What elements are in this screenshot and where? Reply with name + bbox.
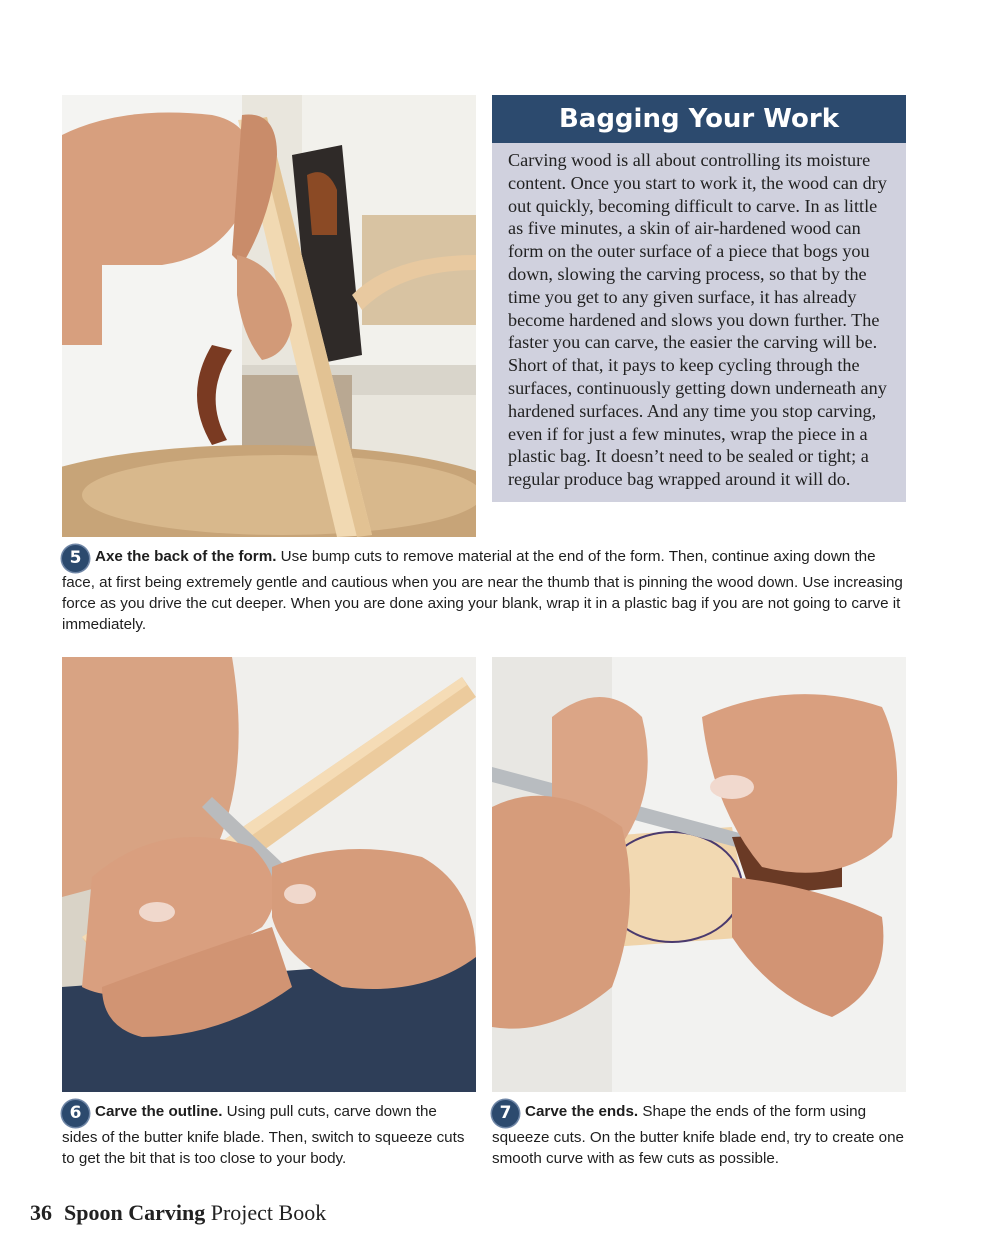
step-number-badge: 7 — [492, 1100, 519, 1127]
step-caption-6 — [62, 1100, 476, 1169]
sidebar-bagging-your-work — [492, 95, 906, 502]
photo-carve-outline — [62, 657, 476, 1092]
photo-axe-blank — [62, 95, 476, 537]
step-lead: Axe the back of the form. — [95, 548, 277, 565]
step-lead: Carve the outline. — [95, 1103, 223, 1120]
step-caption-5 — [62, 545, 907, 635]
step-text: Use bump cuts to remove material at the end of the form. Then, continue axing down the face, at first being extremely gentle and cautious when you are near the thumb that is pinning the wood down. Use increasing force as you drive the cut deeper. When you are done axing your blank, wrap it in a plastic bag if you are not going to carve it immediately. — [62, 548, 903, 633]
step-caption-7 — [492, 1100, 906, 1169]
step-text: Shape the ends of the form using squeeze cuts. On the butter knife blade end, try to create one smooth curve with as few cuts as possible. — [492, 1103, 905, 1167]
page-number: 36 — [30, 1200, 52, 1225]
sidebar-body-text: Carving wood is all about controlling its moisture content. Once you start to work it, the wood can dry out quickly, becoming difficult to carve. In as little as five minutes, a skin of air-hardened wood can form on the outer surface of a piece that bogs you down, slowing the carving process, so that by the time you get to any given surface, it has already become hardened and slows you down further. The faster you can carve, the easier the carving will be. Short of that, it pays to keep cycling through the surfaces, continuously getting down underneath any hardened surfaces. And any time you stop carving, even if for just a few minutes, wrap the piece in a plastic bag. It doesn’t need to be sealed or tight; a regular produce bag wrapped around it will do. — [508, 150, 887, 490]
photo-carve-ends — [492, 657, 906, 1092]
book-title-rest: Project Book — [205, 1200, 327, 1225]
page-footer — [30, 1200, 326, 1226]
sidebar-title: Bagging Your Work — [492, 95, 906, 143]
step-lead: Carve the ends. — [525, 1103, 639, 1120]
step-text: Using pull cuts, carve down the sides of the butter knife blade. Then, switch to squeeze cuts to get the bit that is too close to your body. — [62, 1103, 465, 1167]
book-title-bold: Spoon Carving — [64, 1200, 206, 1225]
step-number-badge: 5 — [62, 545, 89, 572]
step-number-badge: 6 — [62, 1100, 89, 1127]
